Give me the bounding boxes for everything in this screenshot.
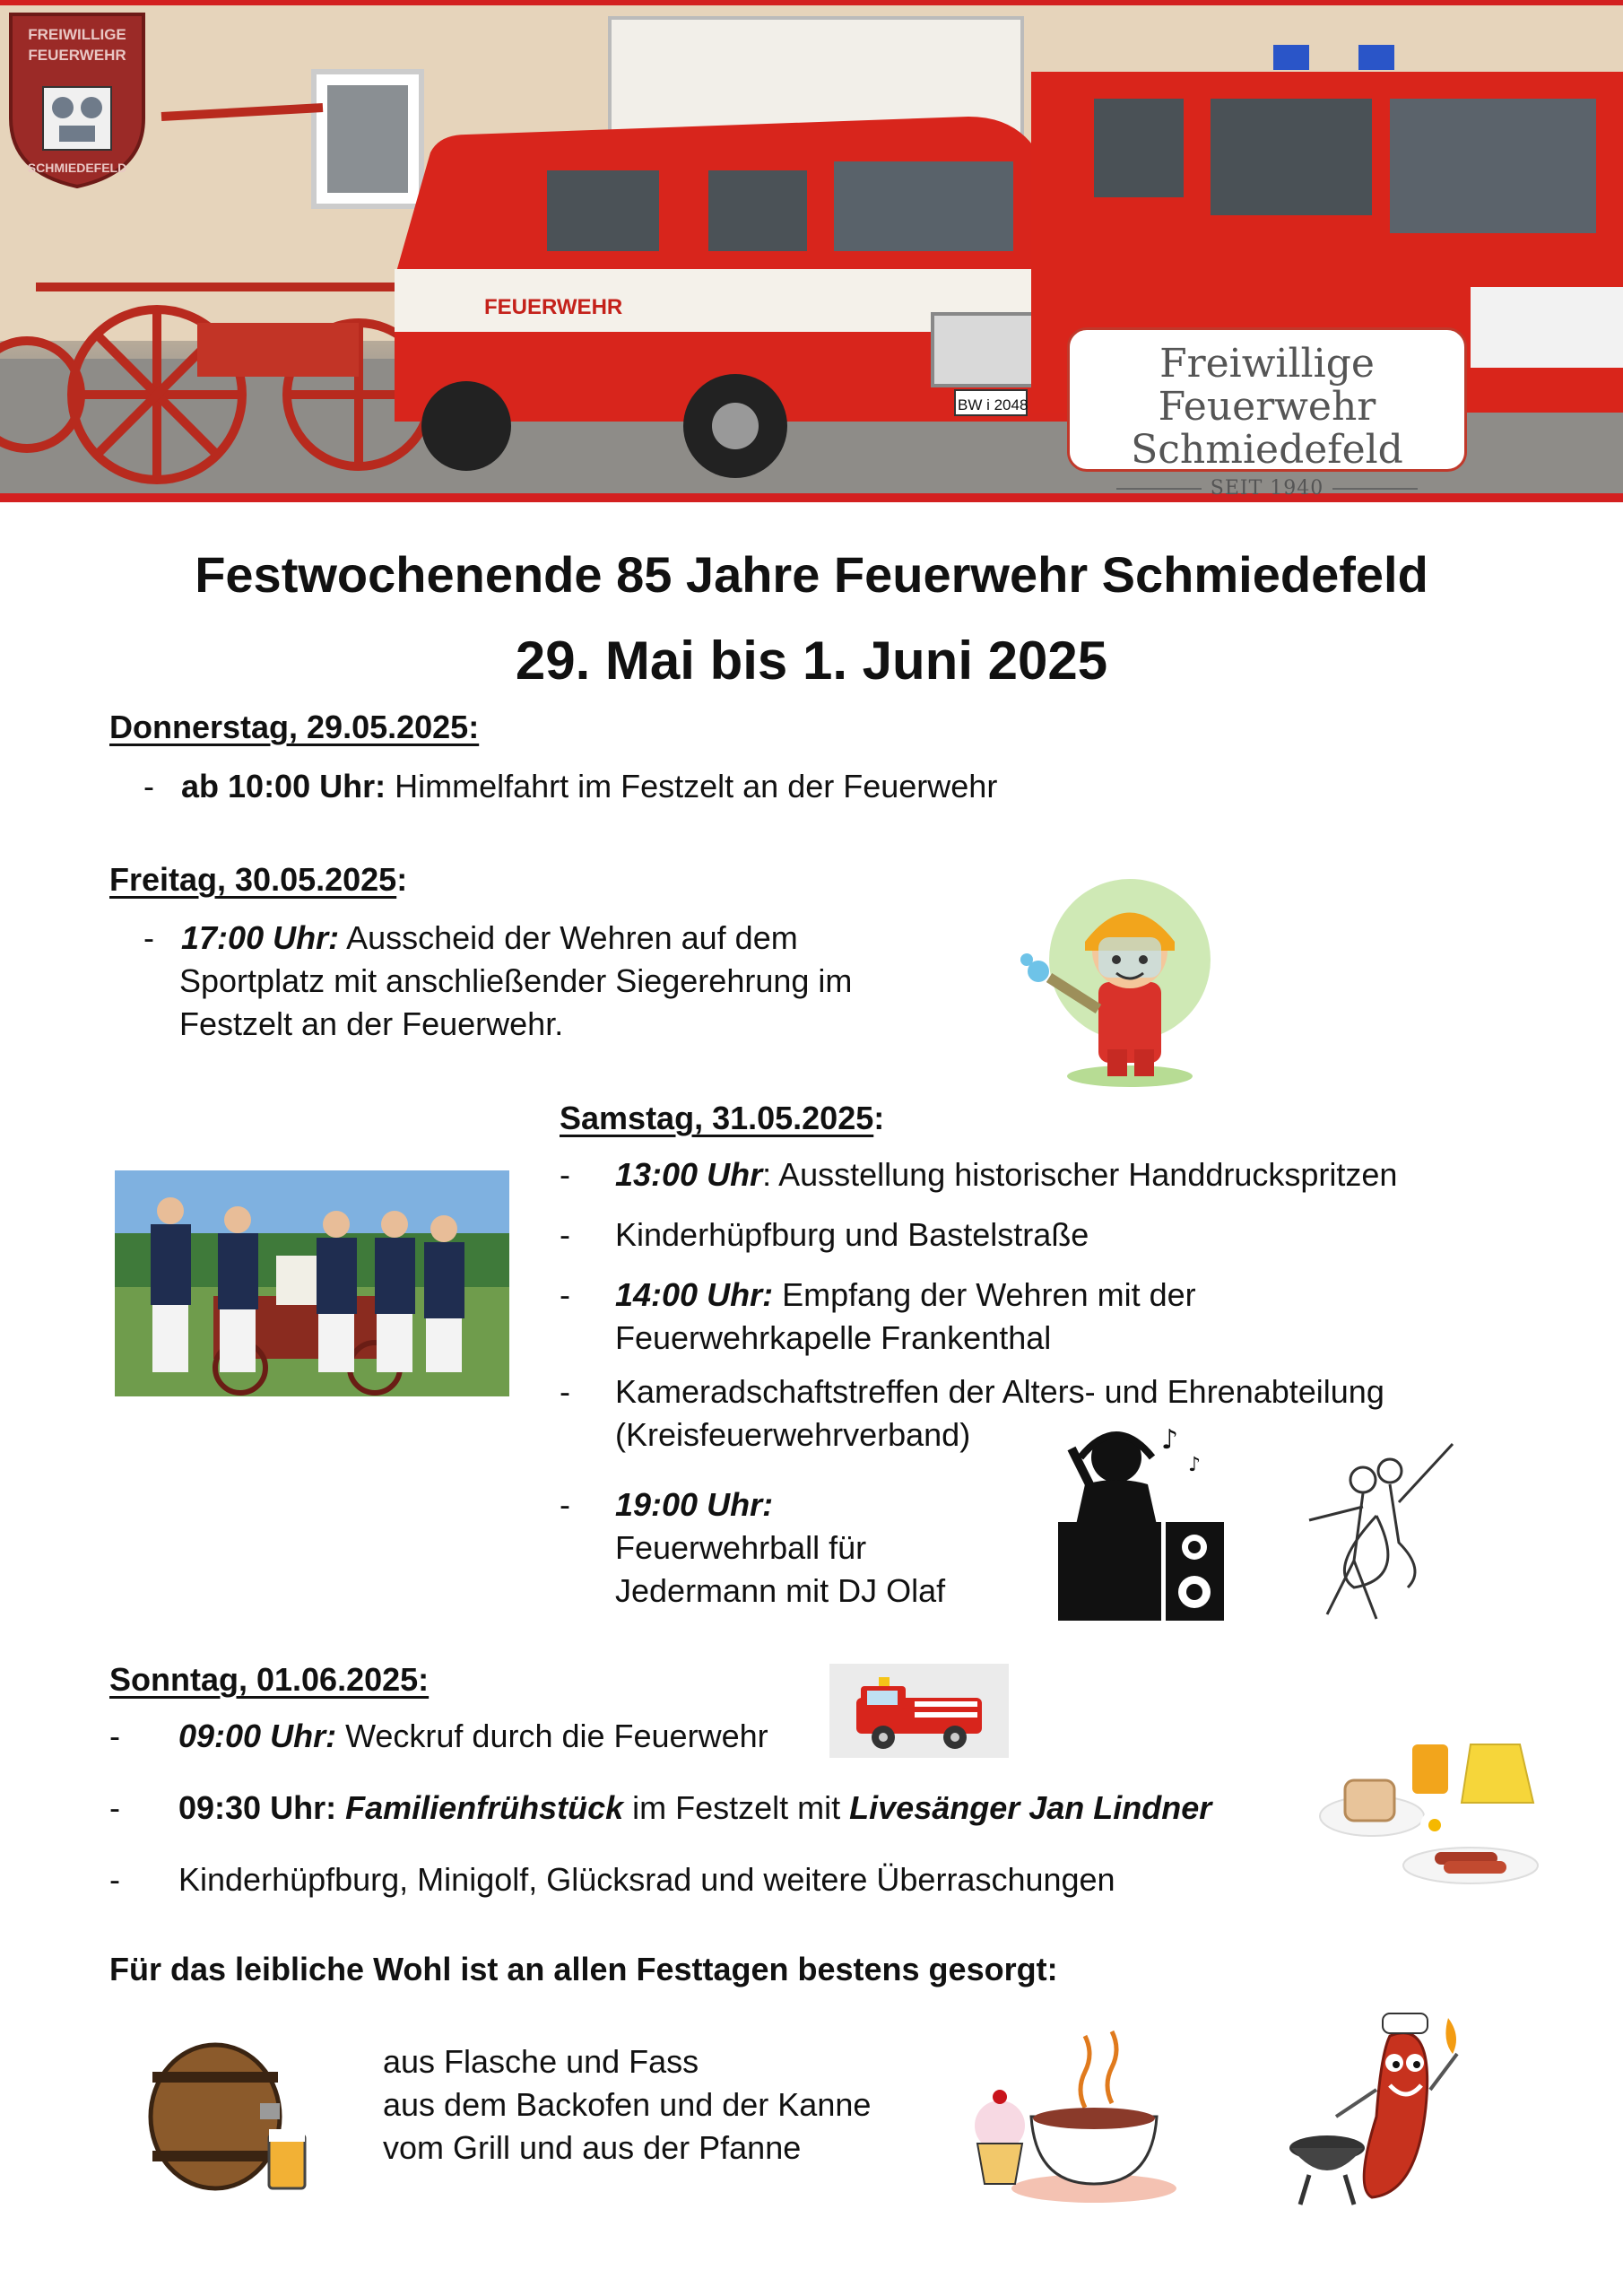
item-time: 14:00 Uhr: bbox=[615, 1276, 774, 1313]
list-dash: - bbox=[560, 1486, 570, 1523]
page-title: Festwochenende 85 Jahre Feuerwehr Schmiedefeld bbox=[195, 546, 1428, 603]
list-item bbox=[560, 1370, 1384, 1453]
brand-logo bbox=[1067, 327, 1467, 500]
crest-line-3: SCHMIEDEFELD bbox=[27, 161, 127, 175]
saturday-heading-colon: : bbox=[873, 1100, 885, 1136]
list-dash: - bbox=[109, 1789, 120, 1826]
friday-heading-colon: : bbox=[396, 861, 408, 898]
item-text: Kinderhüpfburg, Minigolf, Glücksrad und weitere Überraschungen bbox=[178, 1861, 1115, 1898]
friday-line-2: Sportplatz mit anschließender Siegerehrung im bbox=[179, 962, 853, 999]
item-highlight-1: Familienfrühstück bbox=[345, 1789, 624, 1826]
logo-line-2: Schmiedefeld bbox=[1131, 427, 1403, 473]
list-item bbox=[109, 1787, 1212, 1830]
saturday-heading bbox=[560, 1100, 884, 1137]
item-time: 13:00 Uhr bbox=[615, 1156, 763, 1193]
historic-crew-photo bbox=[115, 1170, 509, 1396]
item-text: im Festzelt mit bbox=[623, 1789, 850, 1826]
friday-line-1: Ausscheid der Wehren auf dem bbox=[339, 919, 798, 956]
list-dash: - bbox=[143, 768, 154, 804]
sunday-heading: Sonntag, 01.06.2025: bbox=[109, 1661, 430, 1698]
van-label: FEUERWEHR bbox=[484, 295, 623, 319]
list-dash: - bbox=[109, 1861, 120, 1898]
catering-line-3: vom Grill und aus der Pfanne bbox=[383, 2129, 802, 2166]
crest-line-1: FREIWILLIGE bbox=[28, 26, 126, 43]
list-item bbox=[560, 1153, 1398, 1196]
barrel-icon bbox=[143, 2036, 314, 2197]
cupcake-coffee-icon bbox=[959, 2018, 1184, 2206]
firefighter-kid-icon bbox=[1013, 874, 1228, 1090]
license-plate: BW i 2048 bbox=[958, 396, 1028, 413]
dancing-couple-icon bbox=[1291, 1435, 1471, 1632]
catering-line-1: aus Flasche und Fass bbox=[383, 2043, 699, 2080]
friday-time: 17:00 Uhr: bbox=[181, 919, 340, 956]
list-dash: - bbox=[560, 1216, 570, 1253]
list-dash: - bbox=[143, 919, 154, 956]
item-text: Kameradschaftstreffen der Alters- und Ehrenabteilung bbox=[615, 1373, 1384, 1410]
friday-item bbox=[143, 917, 950, 1046]
svg-text:♪: ♪ bbox=[1161, 1424, 1179, 1456]
list-item bbox=[109, 1858, 1115, 1901]
header-photo bbox=[0, 0, 1623, 502]
logo-since bbox=[1070, 477, 1464, 500]
item-highlight-2: Livesänger Jan Lindner bbox=[849, 1789, 1212, 1826]
event-dates: 29. Mai bis 1. Juni 2025 bbox=[515, 631, 1108, 691]
catering-lines bbox=[383, 2040, 871, 2170]
logo-since-text: SEIT 1940 bbox=[1210, 477, 1324, 500]
catering-heading: Für das leibliche Wohl ist an allen Festtagen bestens gesorgt: bbox=[109, 1951, 1058, 1987]
saturday-heading-text: Samstag, 31.05.2025 bbox=[560, 1100, 874, 1136]
item-text-line-2: Feuerwehrkapelle Frankenthal bbox=[615, 1319, 1052, 1356]
thursday-text: Himmelfahrt im Festzelt an der Feuerwehr bbox=[386, 768, 998, 804]
item-text-line-2: (Kreisfeuerwehrverband) bbox=[615, 1416, 971, 1453]
list-item bbox=[560, 1274, 1196, 1356]
item-text: Kinderhüpfburg und Bastelstraße bbox=[615, 1216, 1089, 1253]
friday-heading bbox=[109, 861, 407, 899]
item-text: Weckruf durch die Feuerwehr bbox=[336, 1718, 768, 1754]
friday-heading-text: Freitag, 30.05.2025 bbox=[109, 861, 397, 898]
logo-line-1: Freiwillige Feuerwehr bbox=[1158, 341, 1376, 430]
list-item bbox=[109, 1715, 768, 1758]
breakfast-icon bbox=[1318, 1718, 1560, 1888]
thursday-time: ab 10:00 Uhr: bbox=[181, 768, 386, 804]
list-dash: - bbox=[560, 1156, 570, 1193]
list-dash: - bbox=[560, 1276, 570, 1313]
crest-line-2: FEUERWEHR bbox=[28, 47, 126, 64]
dj-icon bbox=[1054, 1422, 1233, 1628]
thursday-item bbox=[143, 765, 997, 808]
fire-truck-icon bbox=[829, 1664, 1009, 1758]
item-text-line-2: Feuerwehrball für bbox=[615, 1529, 867, 1566]
thursday-heading: Donnerstag, 29.05.2025: bbox=[109, 709, 480, 745]
list-item bbox=[560, 1213, 1089, 1257]
friday-line-3: Festzelt an der Feuerwehr. bbox=[179, 1005, 564, 1042]
crest-icon bbox=[7, 11, 147, 190]
svg-text:♪: ♪ bbox=[1188, 1454, 1202, 1476]
list-item bbox=[560, 1483, 946, 1609]
item-text: Empfang der Wehren mit der bbox=[773, 1276, 1196, 1313]
list-dash: - bbox=[109, 1718, 120, 1754]
catering-line-2: aus dem Backofen und der Kanne bbox=[383, 2086, 872, 2123]
list-dash: - bbox=[560, 1373, 570, 1410]
item-time: 19:00 Uhr: bbox=[615, 1486, 774, 1523]
item-text: : Ausstellung historischer Handdruckspritzen bbox=[762, 1156, 1398, 1193]
item-time: 09:30 Uhr: bbox=[178, 1789, 346, 1826]
item-time: 09:00 Uhr: bbox=[178, 1718, 337, 1754]
sausage-grill-icon bbox=[1282, 2000, 1480, 2206]
item-text-line-3: Jedermann mit DJ Olaf bbox=[615, 1572, 946, 1609]
